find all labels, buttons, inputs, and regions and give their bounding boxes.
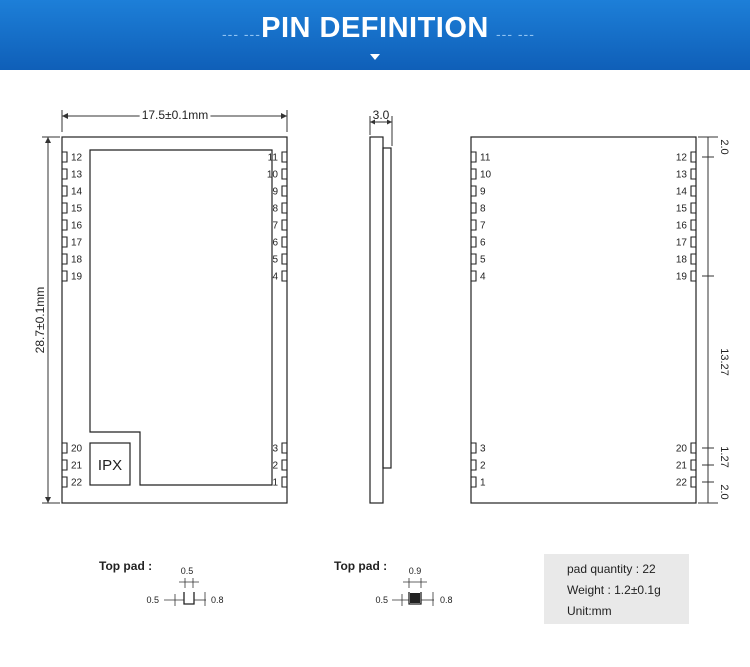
front-view (33, 108, 287, 503)
shield-side (383, 148, 391, 468)
top-pad-2-left-dim: 0.5 (375, 595, 388, 605)
pad-quantity: pad quantity : 22 (567, 562, 656, 576)
pin-number-label: 2 (272, 460, 278, 472)
front-right-pin-10 (267, 169, 287, 181)
spec-info-box (544, 554, 689, 624)
pad-shape (471, 254, 476, 264)
front-pins (62, 152, 287, 489)
header-decoration-left: --- --- (222, 26, 261, 42)
top-pad-1-shape (184, 592, 194, 604)
back-left-pin-8 (471, 203, 486, 215)
pin-number-label: 18 (71, 254, 83, 266)
pin-number-label: 2 (480, 460, 486, 472)
pcb-side (370, 137, 383, 503)
front-right-pin-8 (272, 203, 287, 215)
pin-number-label: 13 (675, 169, 687, 181)
pin-number-label: 8 (272, 203, 278, 215)
back-module-outline (471, 137, 696, 503)
back-right-pin-15 (676, 203, 696, 215)
pin-number-label: 15 (71, 203, 83, 215)
pin-number-label: 10 (266, 169, 278, 181)
side-view (370, 108, 392, 503)
back-right-pin-22 (676, 477, 696, 489)
pad-shape (62, 271, 67, 281)
module-outline (62, 137, 287, 503)
pad-shape (282, 271, 287, 281)
pad-shape (471, 460, 476, 470)
top-pad-2-label: Top pad : (334, 559, 388, 573)
pad-shape (691, 186, 696, 196)
pin-number-label: 20 (71, 443, 83, 455)
pin-number-label: 19 (71, 271, 83, 283)
pad-shape (471, 477, 476, 487)
dim-bottom-label: 2.0 (718, 484, 730, 500)
pin-number-label: 19 (675, 271, 687, 283)
pad-shape (62, 460, 67, 470)
back-left-pin-5 (471, 254, 486, 266)
front-left-pin-19 (62, 271, 83, 283)
pin-number-label: 14 (675, 186, 687, 198)
pin-number-label: 6 (272, 237, 278, 249)
pin-number-label: 17 (675, 237, 687, 249)
header-decoration-right: --- --- (496, 26, 535, 42)
thickness-label: 3.0 (372, 108, 390, 122)
back-left-pin-7 (471, 220, 486, 232)
pin-number-label: 3 (272, 443, 278, 455)
top-pad-1-left-dim: 0.5 (146, 595, 159, 605)
front-left-pin-17 (62, 237, 83, 249)
front-left-pin-12 (62, 152, 83, 164)
back-right-pin-14 (676, 186, 696, 198)
pad-shape (282, 237, 287, 247)
top-pad-1 (146, 566, 223, 606)
front-left-pin-21 (62, 460, 83, 472)
pad-shape (62, 477, 67, 487)
back-right-pin-12 (676, 152, 696, 164)
back-right-pin-18 (676, 254, 696, 266)
back-left-pin-10 (471, 169, 492, 181)
front-right-pin-1 (272, 477, 287, 489)
back-left-pin-1 (471, 477, 486, 489)
pin-number-label: 17 (71, 237, 83, 249)
front-right-pin-9 (272, 186, 287, 198)
front-right-pin-5 (272, 254, 287, 266)
pin-number-label: 7 (480, 220, 486, 232)
dim-top-label: 2.0 (718, 139, 730, 155)
pin-number-label: 4 (480, 271, 486, 283)
pin-number-label: 22 (675, 477, 687, 489)
front-left-pin-14 (62, 186, 83, 198)
weight: Weight : 1.2±0.1g (567, 583, 661, 597)
width-label: 17.5±0.1mm (141, 108, 209, 122)
ipx-label: IPX (97, 457, 123, 474)
pad-shape (282, 477, 287, 487)
pad-shape (471, 169, 476, 179)
pin-number-label: 9 (480, 186, 486, 198)
pin-number-label: 12 (675, 152, 687, 164)
pin-number-label: 3 (480, 443, 486, 455)
pin-number-label: 11 (480, 152, 491, 164)
page-title: PIN DEFINITION (261, 12, 489, 44)
back-right-pin-21 (676, 460, 696, 472)
top-pad-1-right-dim: 0.8 (211, 595, 224, 605)
pad-shape (62, 220, 67, 230)
back-right-pin-13 (676, 169, 696, 181)
back-right-pin-16 (676, 220, 696, 232)
top-pad-1-top-dim: 0.5 (180, 566, 194, 576)
pin-number-label: 7 (272, 220, 278, 232)
pad-shape (691, 254, 696, 264)
pin-number-label: 5 (480, 254, 486, 266)
pad-shape (691, 271, 696, 281)
pad-shape (471, 203, 476, 213)
pin-number-label: 16 (71, 220, 83, 232)
front-left-pin-20 (62, 443, 83, 455)
pad-shape (691, 477, 696, 487)
top-pad-2-right-dim: 0.8 (440, 595, 453, 605)
pin-number-label: 5 (272, 254, 278, 266)
pin-number-label: 4 (272, 271, 278, 283)
back-pins (471, 152, 696, 489)
dim-pitch-label: 1.27 (718, 446, 730, 468)
pin-number-label: 8 (480, 203, 486, 215)
pad-shape (282, 186, 287, 196)
front-right-pin-2 (272, 460, 287, 472)
front-left-pin-22 (62, 477, 83, 489)
back-left-pin-2 (471, 460, 486, 472)
pin-number-label: 20 (675, 443, 687, 455)
pad-shape (282, 254, 287, 264)
front-right-pin-6 (272, 237, 287, 249)
pad-shape (282, 169, 287, 179)
pad-shape (471, 443, 476, 453)
unit: Unit:mm (567, 604, 612, 618)
pin-number-label: 21 (71, 460, 83, 472)
pad-shape (691, 220, 696, 230)
pin-number-label: 14 (71, 186, 83, 198)
front-left-pin-16 (62, 220, 83, 232)
front-left-pin-13 (62, 169, 83, 181)
pad-shape (471, 271, 476, 281)
pad-shape (282, 443, 287, 453)
pad-shape (471, 186, 476, 196)
back-right-pin-17 (676, 237, 696, 249)
pad-shape (282, 220, 287, 230)
back-left-pin-9 (471, 186, 486, 198)
pad-shape (62, 152, 67, 162)
pad-shape (282, 203, 287, 213)
pad-shape (62, 443, 67, 453)
back-left-pin-3 (471, 443, 486, 455)
front-right-pin-7 (272, 220, 287, 232)
back-left-pin-4 (471, 271, 486, 283)
pin-number-label: 6 (480, 237, 486, 249)
pad-shape (471, 220, 476, 230)
pad-shape (691, 169, 696, 179)
pin-number-label: 21 (675, 460, 687, 472)
pad-shape (62, 237, 67, 247)
front-right-pin-3 (272, 443, 287, 455)
pin-number-label: 11 (267, 152, 278, 164)
top-pad-2-top-dim: 0.9 (408, 566, 422, 576)
back-right-pin-19 (676, 271, 696, 283)
pad-shape (282, 152, 287, 162)
pin-number-label: 16 (675, 220, 687, 232)
top-pad-1-label: Top pad : (99, 559, 153, 573)
pad-shape (282, 460, 287, 470)
pin-number-label: 13 (71, 169, 83, 181)
pin-number-label: 1 (272, 477, 278, 489)
pad-shape (62, 254, 67, 264)
front-right-pin-4 (272, 271, 287, 283)
pin-number-label: 18 (675, 254, 687, 266)
dim-middle-label: 13.27 (718, 348, 730, 376)
pad-shape (471, 237, 476, 247)
back-right-pin-20 (676, 443, 696, 455)
pad-shape (691, 152, 696, 162)
shield-outline (90, 150, 272, 485)
pin-number-label: 10 (480, 169, 492, 181)
pad-shape (691, 443, 696, 453)
front-right-pin-11 (268, 152, 287, 164)
pad-shape (691, 237, 696, 247)
pin-number-label: 12 (71, 152, 83, 164)
pin-number-label: 15 (675, 203, 687, 215)
pad-shape (691, 460, 696, 470)
pin-number-label: 22 (71, 477, 83, 489)
pad-shape (471, 152, 476, 162)
front-left-pin-15 (62, 203, 83, 215)
pin-number-label: 9 (272, 186, 278, 198)
back-left-pin-6 (471, 237, 486, 249)
pad-shape (62, 169, 67, 179)
pad-shape (62, 203, 67, 213)
back-left-pin-11 (471, 152, 491, 164)
height-label: 28.7±0.1mm (33, 286, 47, 354)
pad-shape (691, 203, 696, 213)
pad-shape (62, 186, 67, 196)
pin-number-label: 1 (480, 477, 486, 489)
back-view (471, 137, 730, 503)
front-left-pin-18 (62, 254, 83, 266)
